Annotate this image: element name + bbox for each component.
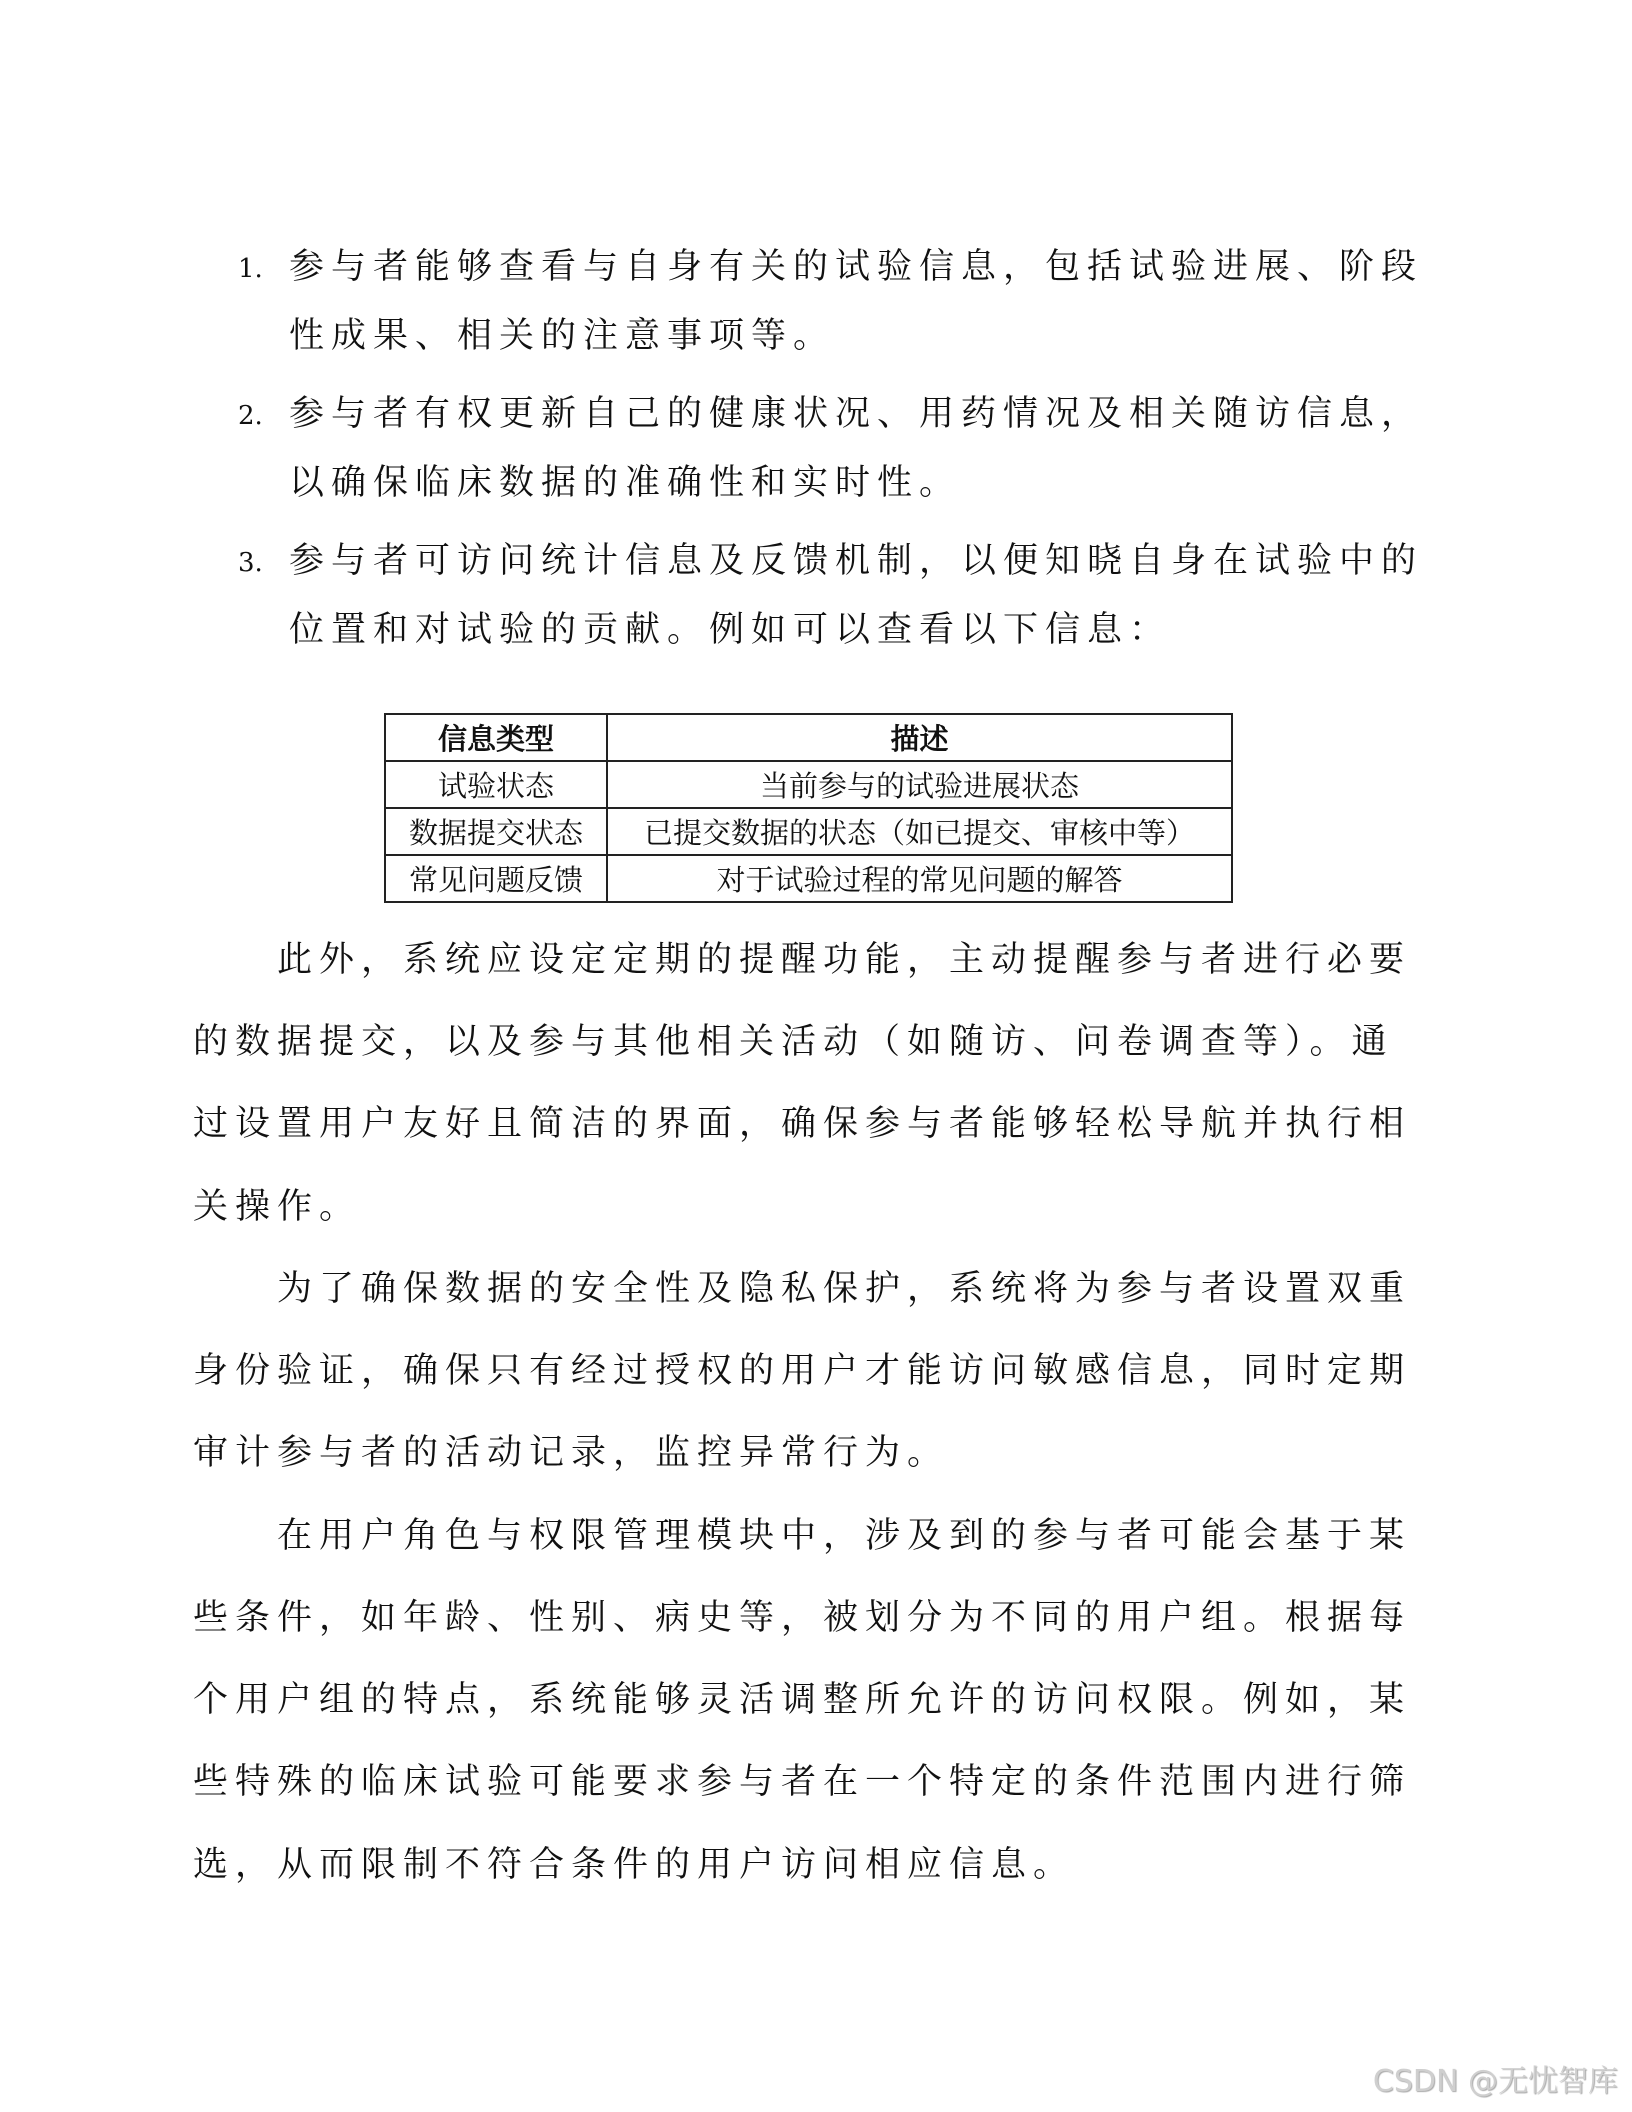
table-cell: 已提交数据的状态（如已提交、审核中等） [607, 808, 1232, 855]
table-row [385, 761, 1232, 808]
table-cell: 当前参与的试验进展状态 [607, 761, 1232, 808]
table-header: 信息类型 [385, 714, 607, 761]
paragraph-line: 的数据提交，以及参与其他相关活动（如随访、问卷调查等）。通 [193, 1022, 1394, 1062]
paragraph-line: 选，从而限制不符合条件的用户访问相应信息。 [193, 1845, 1076, 1885]
paragraph-line: 此外，系统应设定定期的提醒功能，主动提醒参与者进行必要 [277, 940, 1412, 980]
table-cell: 常见问题反馈 [385, 855, 607, 902]
list-item-line: 参与者有权更新自己的健康状况、用药情况及相关随访信息， [289, 394, 1424, 434]
paragraph-line: 过设置用户友好且简洁的界面，确保参与者能够轻松导航并执行相 [193, 1104, 1412, 1144]
table-cell: 数据提交状态 [385, 808, 607, 855]
paragraph-line: 为了确保数据的安全性及隐私保护，系统将为参与者设置双重 [277, 1269, 1412, 1309]
table-cell: 试验状态 [385, 761, 607, 808]
list-number: 1. [238, 254, 263, 284]
paragraph-line: 审计参与者的活动记录，监控异常行为。 [193, 1433, 950, 1473]
paragraph-line: 在用户角色与权限管理模块中，涉及到的参与者可能会基于某 [277, 1516, 1412, 1556]
list-item-line: 性成果、相关的注意事项等。 [289, 316, 836, 356]
list-item-line: 位置和对试验的贡献。例如可以查看以下信息： [289, 610, 1172, 650]
watermark: CSDN @无忧智库 [1372, 2064, 1618, 2099]
paragraph-line: 个用户组的特点，系统能够灵活调整所允许的访问权限。例如，某 [193, 1680, 1412, 1720]
list-item-line: 参与者可访问统计信息及反馈机制，以便知晓自身在试验中的 [289, 541, 1424, 581]
paragraph-line: 些特殊的临床试验可能要求参与者在一个特定的条件范围内进行筛 [193, 1762, 1412, 1802]
paragraph-line: 关操作。 [193, 1187, 362, 1227]
list-number: 3. [238, 548, 263, 578]
list-item-line: 参与者能够查看与自身有关的试验信息，包括试验进展、阶段 [289, 247, 1424, 287]
paragraph-line: 身份验证，确保只有经过授权的用户才能访问敏感信息，同时定期 [193, 1351, 1412, 1391]
info-table [384, 713, 1233, 903]
table-header-row [385, 714, 1232, 761]
table-row [385, 808, 1232, 855]
paragraph-line: 些条件，如年龄、性别、病史等，被划分为不同的用户组。根据每 [193, 1598, 1412, 1638]
table-header: 描述 [607, 714, 1232, 761]
table-cell: 对于试验过程的常见问题的解答 [607, 855, 1232, 902]
list-number: 2. [238, 401, 263, 431]
list-item-line: 以确保临床数据的准确性和实时性。 [289, 463, 962, 503]
table-row [385, 855, 1232, 902]
